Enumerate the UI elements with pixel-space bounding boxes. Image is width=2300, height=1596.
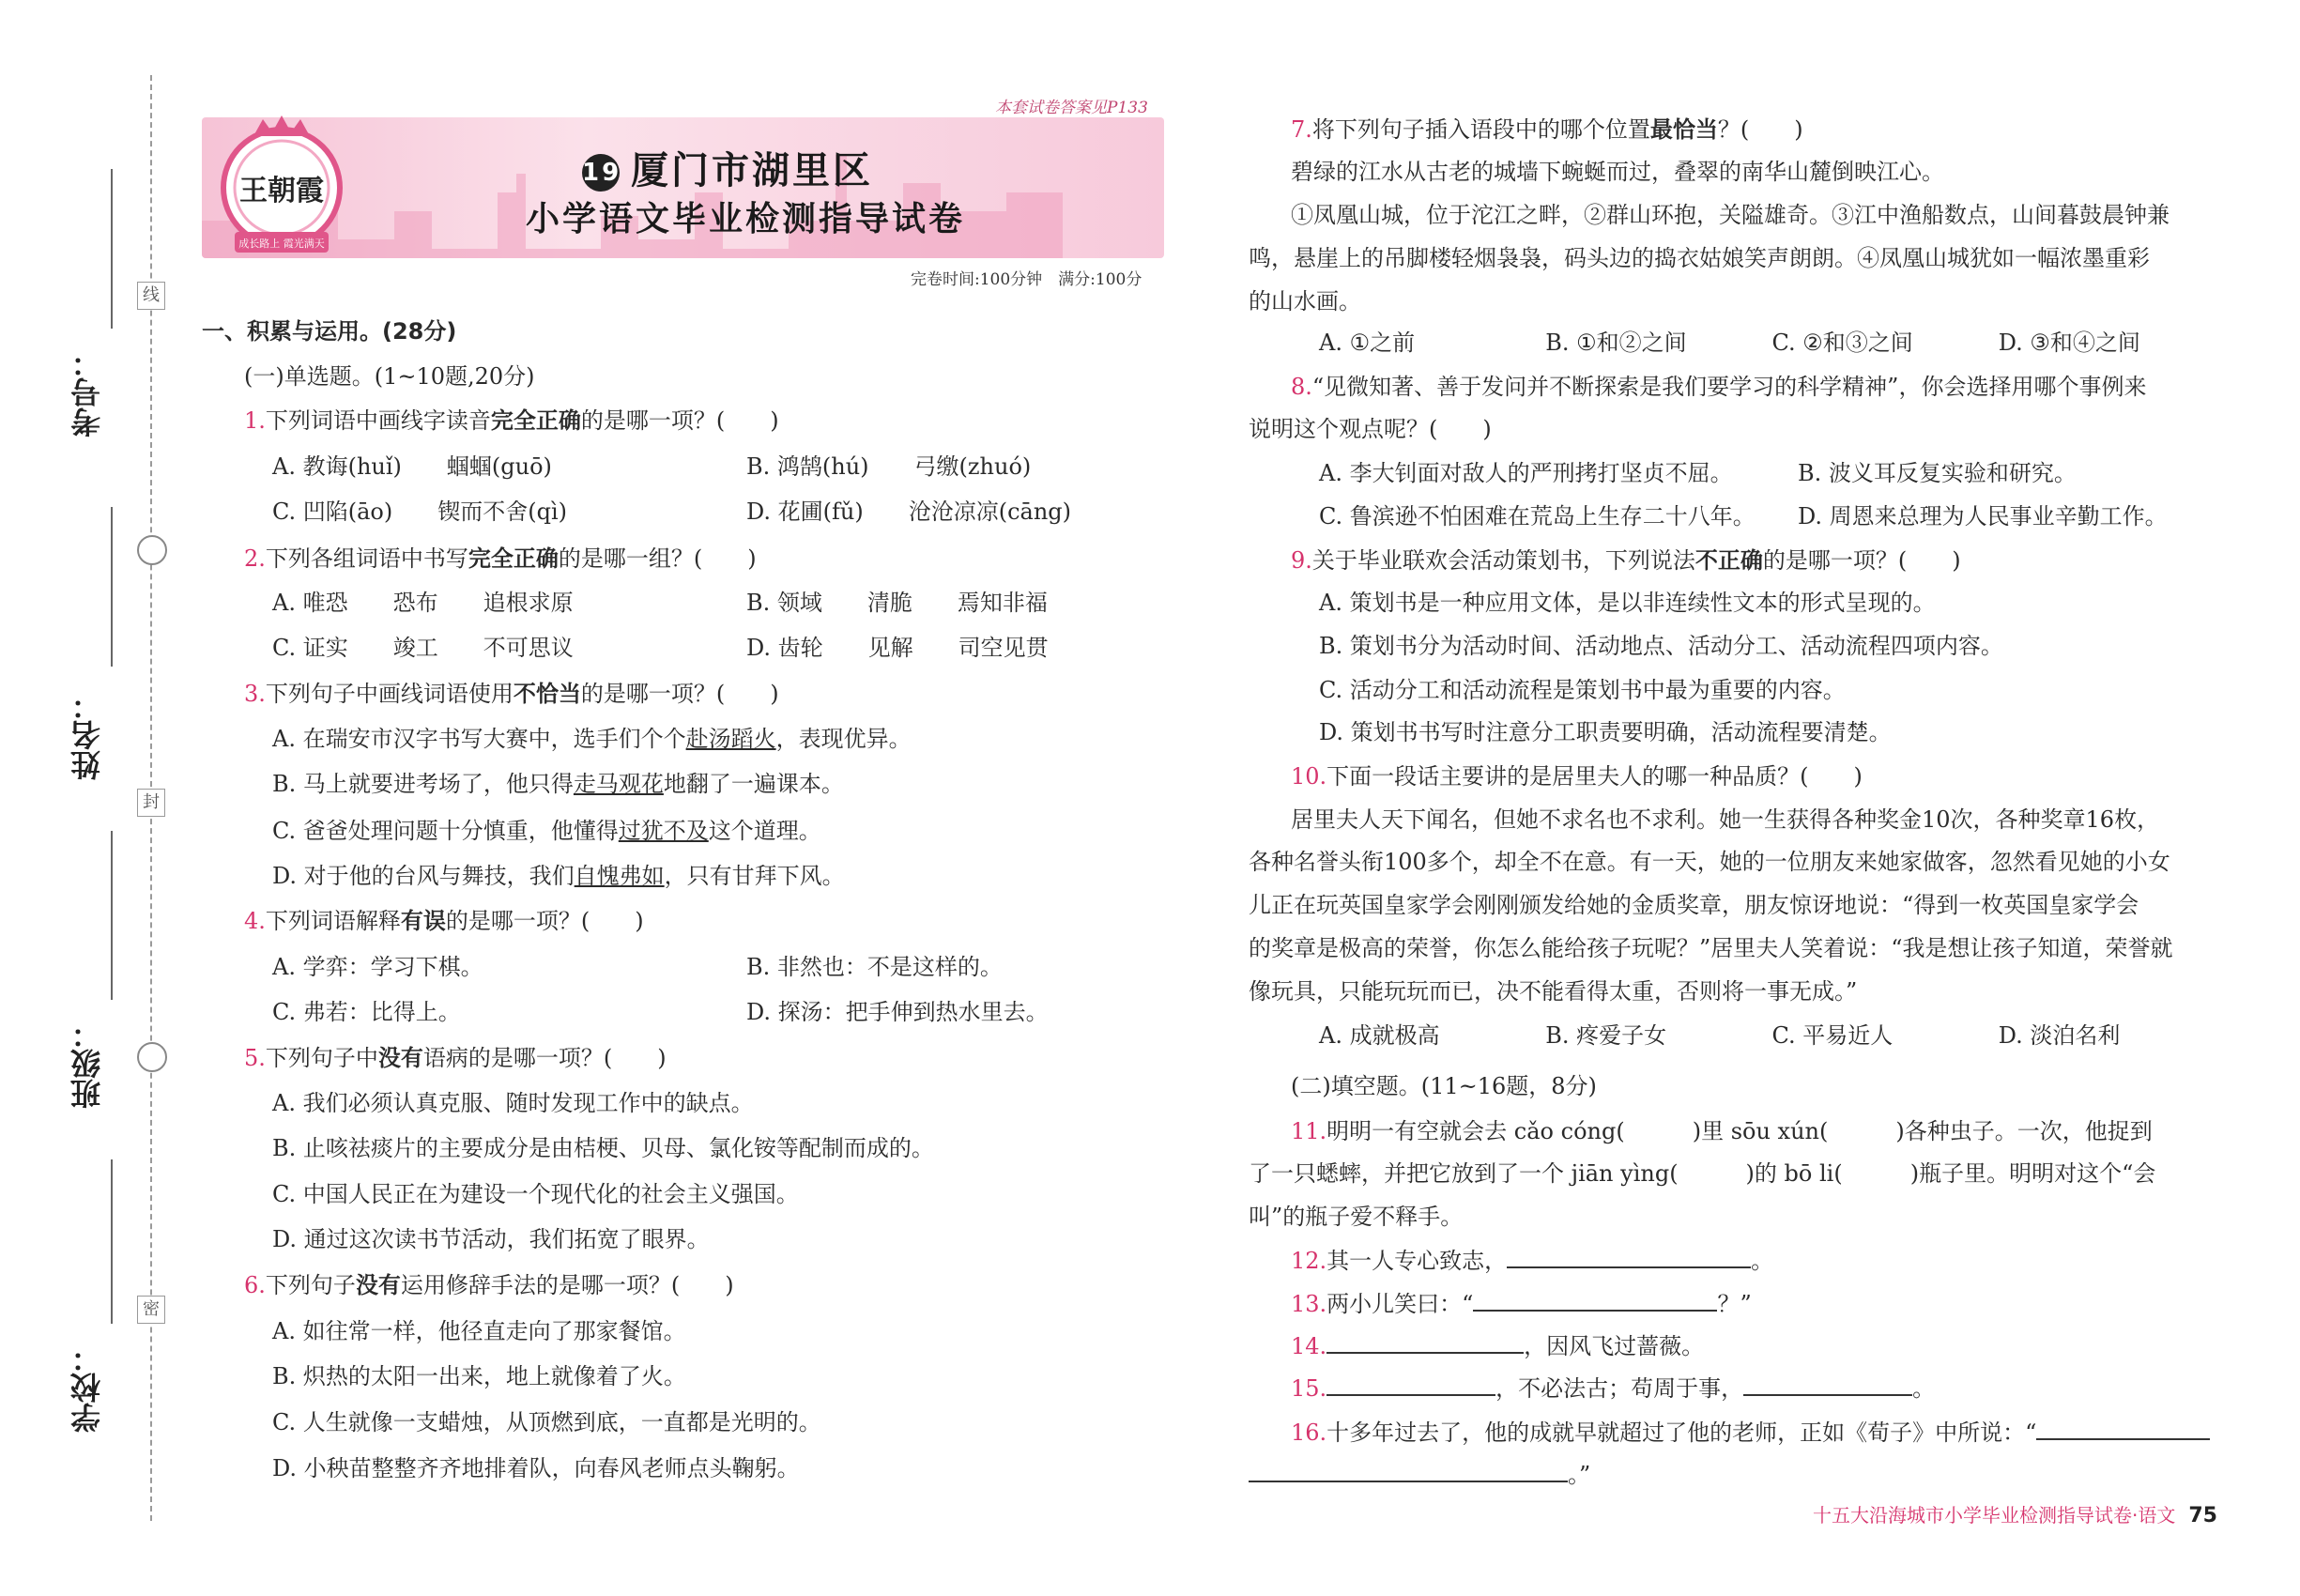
option: A. 教诲(huǐ) 蝈蝈(guō)	[272, 453, 552, 480]
option: C. 平易近人	[1771, 1022, 1894, 1049]
option-line	[272, 1134, 934, 1162]
option: A. ①之前	[1319, 330, 1416, 356]
option-line	[272, 1362, 686, 1390]
question-stem	[1291, 115, 1803, 144]
question-keyword: 没有	[355, 1271, 401, 1298]
question-text: 下列句子中	[265, 1045, 378, 1071]
option-text: C. 活动分工和活动流程是策划书中最为重要的内容。	[1319, 677, 1846, 703]
option-text: B. 炽热的太阳一出来，地上就像着了火。	[272, 1363, 686, 1389]
passage-line: 叫”的瓶子爱不释手。	[1249, 1204, 1464, 1230]
option-line	[272, 1180, 799, 1208]
passage-line: 的山水画。	[1249, 288, 1361, 315]
fill-blank-line	[1291, 1373, 1935, 1403]
option: C. 鲁滨逊不怕困难在荒岛上生存二十八年。	[1319, 503, 1756, 529]
subsection-heading: (二)填空题。(11~16题，8分)	[1291, 1073, 1597, 1099]
logo-badge: 成长路上 霞光满天	[238, 238, 325, 250]
question-text: 。”	[1568, 1462, 1591, 1488]
question-keyword: 没有	[377, 1044, 423, 1071]
passage-line: 了一只蟋蟀，并把它放到了一个 jiān yìng( )的 bō li( )瓶子里。明明对这个“会	[1249, 1160, 2156, 1187]
option: D. 花圃(fǔ) 沧沧凉凉(cāng)	[746, 499, 1072, 525]
answer-blank[interactable]	[1326, 1331, 1524, 1354]
question-stem	[244, 1044, 667, 1072]
option-line	[272, 817, 821, 845]
passage-line: 各种名誉头衔100多个，却全不在意。有一天，她的一位朋友来她家做客，忽然看见她的小女	[1249, 849, 2170, 875]
underlined-word: 自愧弗如	[574, 863, 665, 889]
school-label: 学校：	[69, 1343, 105, 1433]
question-number: 7.	[1291, 116, 1312, 143]
passage-line: 鸣，悬崖上的吊脚楼轻烟袅袅，码头边的捣衣姑娘笑声朗朗。④凤凰山城犹如一幅浓墨重彩	[1249, 245, 2150, 271]
option-line	[1319, 632, 2003, 660]
question-number: 13.	[1291, 1291, 1327, 1317]
option-text: B. 马上就要进考场了，他只得	[272, 771, 574, 797]
question-keyword: 最恰当	[1649, 115, 1718, 143]
option-text: ，只有甘拜下风。	[664, 863, 845, 889]
class-line[interactable]	[111, 831, 113, 1000]
exam-meta: 完卷时间:100分钟 满分:100分	[911, 270, 1142, 289]
question-text: 下面一段话主要讲的是居里夫人的哪一种品质？( )	[1326, 763, 1863, 790]
seal-char-line: 线	[137, 282, 165, 310]
question-text: 下列句子	[265, 1272, 356, 1298]
option: C. ②和③之间	[1771, 330, 1913, 356]
exam-subtitle: 小学语文毕业检测指导试卷	[526, 200, 966, 238]
question-text: 。	[1751, 1248, 1774, 1274]
option: D. 周恩来总理为人民事业辛勤工作。	[1798, 503, 2168, 529]
exam-number-line[interactable]	[111, 169, 113, 329]
answer-blank[interactable]	[1743, 1373, 1912, 1396]
option-text: D. 策划书书写时注意分工职责要明确，活动流程要清楚。	[1319, 719, 1892, 745]
option: A. 学弈：学习下棋。	[272, 954, 483, 980]
option: A. 李大钊面对敌人的严刑拷打坚贞不屈。	[1319, 460, 1733, 486]
option: D. 齿轮 见解 司空见贯	[746, 635, 1049, 661]
option-line	[272, 1225, 710, 1253]
question-stem	[1291, 373, 2146, 401]
question-text: ？”	[1717, 1291, 1752, 1317]
question-number: 9.	[1291, 547, 1312, 574]
answer-blank[interactable]	[1326, 1373, 1495, 1396]
question-number: 14.	[1291, 1333, 1327, 1359]
question-keyword: 不恰当	[513, 680, 581, 707]
option: B. 疼爱子女	[1545, 1022, 1667, 1049]
subsection-heading: (一)单选题。(1~10题,20分)	[244, 363, 535, 390]
option-text: B. 策划书分为活动时间、活动地点、活动分工、活动流程四项内容。	[1319, 633, 2003, 659]
option: B. 鸿鹄(hú) 弓缴(zhuó)	[746, 453, 1032, 480]
question-keyword: 有误	[400, 907, 446, 934]
logo-text: 王朝霞	[239, 175, 324, 207]
page-number: 75	[2188, 1504, 2217, 1527]
question-text: 下列各组词语中书写	[265, 545, 468, 572]
option-line	[272, 1454, 800, 1482]
question-text: 十多年过去了，他的成就早就超过了他的老师，正如《荀子》中所说：“	[1326, 1420, 2037, 1446]
answer-blank[interactable]	[2036, 1418, 2210, 1440]
option-line	[272, 862, 845, 890]
question-stem	[244, 1271, 734, 1299]
option-text: A. 如往常一样，他径直走向了那家餐馆。	[272, 1318, 686, 1344]
question-text: “见微知著、善于发问并不断探索是我们要学习的科学精神”，你会选择用哪个事例来	[1311, 374, 2147, 400]
option-text: B. 止咳祛痰片的主要成分是由桔梗、贝母、氯化铵等配制而成的。	[272, 1135, 934, 1161]
question-stem	[244, 545, 757, 573]
option-text: C. 人生就像一支蜡烛，从顶燃到底，一直都是光明的。	[272, 1409, 821, 1435]
fill-blank-line	[1291, 1246, 1773, 1275]
question-text: 的是哪一项？( )	[580, 681, 779, 707]
question-number: 5.	[244, 1045, 266, 1071]
option-text: D. 对于他的台风与舞技，我们	[272, 863, 575, 889]
passage-line: 碧绿的江水从古老的城墙下蜿蜒而过，叠翠的南华山麓倒映江心。	[1291, 159, 1944, 185]
option-line	[1319, 718, 1892, 746]
underlined-word: 赴汤蹈火	[685, 726, 776, 752]
option: B. ①和②之间	[1545, 330, 1687, 356]
question-text: 明明一有空就会去 cǎo cóng( )里 sōu xún( )各种虫子。一次，他捉到	[1326, 1118, 2153, 1144]
question-stem	[244, 680, 779, 708]
option: C. 弗若：比得上。	[272, 999, 461, 1025]
question-keyword: 完全正确	[468, 545, 559, 572]
option-line	[272, 725, 912, 753]
seal-icon	[137, 1042, 167, 1072]
option: B. 领域 清脆 焉知非福	[746, 590, 1048, 616]
question-text: 的是哪一组？( )	[558, 545, 757, 572]
option-text: D. 小秧苗整整齐齐地排着队，向春风老师点头鞠躬。	[272, 1455, 800, 1481]
passage-line: 居里夫人天下闻名，但她不求名也不求利。她一生获得各种奖金10次，各种奖章16枚，	[1291, 806, 2160, 833]
question-number: 15.	[1291, 1375, 1327, 1402]
option: B. 波义耳反复实验和研究。	[1798, 460, 2077, 486]
question-keyword: 不正确	[1694, 546, 1763, 574]
question-text: 运用修辞手法的是哪一项？( )	[400, 1272, 734, 1298]
option-line	[272, 1408, 821, 1436]
question-number: 4.	[244, 908, 266, 934]
option: D. ③和④之间	[1998, 330, 2140, 356]
question-text: 下列句子中画线词语使用	[265, 681, 514, 707]
option: C. 证实 竣工 不可思议	[272, 635, 574, 661]
question-text: 将下列句子插入语段中的哪个位置	[1311, 116, 1650, 143]
question-number: 2.	[244, 545, 266, 572]
option: B. 非然也：不是这样的。	[746, 954, 1003, 980]
question-text: 的是哪一项？( )	[580, 407, 779, 434]
question-text: ？( )	[1717, 116, 1803, 143]
option-text: C. 爸爸处理问题十分慎重，他懂得	[272, 818, 619, 844]
question-text: 。	[1912, 1375, 1936, 1402]
answer-blank[interactable]	[1507, 1246, 1751, 1268]
seal-char-seal: 封	[137, 789, 165, 817]
question-number: 3.	[244, 681, 266, 707]
passage-line: 像玩具，只能玩玩而已，决不能看得太重，否则将一事无成。”	[1249, 978, 1858, 1005]
brand-logo	[211, 108, 352, 268]
option-line	[1319, 589, 1936, 617]
question-text: 下列词语中画线字读音	[265, 407, 491, 434]
option: D. 淡泊名利	[1998, 1022, 2121, 1049]
question-text: ，不必法古；苟周于事，	[1495, 1375, 1744, 1402]
option: C. 凹陷(āo) 锲而不舍(qì)	[272, 499, 568, 525]
seal-char-secret: 密	[137, 1296, 165, 1324]
fill-blank-line	[1291, 1331, 1704, 1360]
class-label: 班级：	[69, 1019, 105, 1109]
fill-blank-line	[1291, 1418, 2210, 1447]
question-number: 11.	[1291, 1118, 1327, 1144]
question-stem	[1291, 546, 1961, 575]
option: A. 唯恐 恐布 追根求原	[272, 590, 574, 616]
option-text: 地翻了一遍课本。	[663, 771, 844, 797]
question-text: 下列词语解释	[265, 908, 401, 934]
question-stem	[1291, 1117, 2153, 1145]
question-stem	[244, 907, 644, 935]
option-text: C. 中国人民正在为建设一个现代化的社会主义强国。	[272, 1181, 799, 1207]
passage-line: 儿正在玩英国皇家学会刚刚颁发给她的金质奖章，朋友惊讶地说：“得到一枚英国皇家学会	[1249, 892, 2139, 918]
fill-blank-line	[1249, 1460, 1590, 1489]
underlined-word: 走马观花	[573, 771, 664, 797]
name-label: 姓名：	[69, 690, 105, 780]
footer: 十五大沿海城市小学毕业检测指导试卷·语文 75	[1813, 1504, 2217, 1527]
answer-blank[interactable]	[1473, 1289, 1717, 1312]
question-text: 其一人专心致志，	[1326, 1248, 1508, 1274]
question-stem	[1291, 762, 1863, 790]
exam-title: 19 厦门市湖里区	[582, 149, 873, 192]
question-number: 10.	[1291, 763, 1327, 790]
answer-blank[interactable]	[1249, 1460, 1568, 1482]
question-keyword: 完全正确	[490, 407, 581, 434]
exam-number-label: 考号：	[69, 347, 105, 437]
fill-blank-line	[1291, 1289, 1752, 1318]
question-text: 的是哪一项？( )	[445, 908, 644, 934]
option-text: ，表现优异。	[775, 726, 912, 752]
option-line	[272, 1089, 754, 1117]
question-text: 语病的是哪一项？( )	[422, 1045, 667, 1071]
school-line[interactable]	[111, 1159, 113, 1324]
option-text: A. 我们必须认真克服、随时发现工作中的缺点。	[272, 1090, 754, 1116]
underlined-word: 过犹不及	[618, 818, 709, 844]
question-text: 关于毕业联欢会活动策划书，下列说法	[1311, 547, 1695, 574]
question-text: ，因风飞过蔷薇。	[1524, 1333, 1705, 1359]
question-number: 16.	[1291, 1420, 1327, 1446]
name-line[interactable]	[111, 507, 113, 667]
passage-line: 说明这个观点呢？( )	[1249, 416, 1492, 442]
question-text: 两小儿笑曰：“	[1326, 1291, 1474, 1317]
option-line	[272, 770, 844, 798]
exam-number-badge: 19	[582, 154, 620, 192]
section-heading: 一、积累与运用。(28分)	[202, 318, 457, 345]
option: D. 探汤：把手伸到热水里去。	[746, 999, 1049, 1025]
answer-note: 本套试卷答案见P133	[995, 99, 1148, 117]
question-number: 1.	[244, 407, 266, 434]
option-text: 这个道理。	[708, 818, 821, 844]
question-text: 的是哪一项？( )	[1762, 547, 1961, 574]
option-text: A. 策划书是一种应用文体，是以非连续性文本的形式呈现的。	[1319, 590, 1936, 616]
question-stem	[244, 407, 779, 435]
question-number: 12.	[1291, 1248, 1327, 1274]
binding-strip	[0, 0, 178, 1596]
option-line	[1319, 676, 1846, 704]
seal-icon	[137, 535, 167, 565]
question-number: 8.	[1291, 374, 1312, 400]
passage-line: 的奖章是极高的荣誉，你怎么能给孩子玩呢？”居里夫人笑着说：“我是想让孩子知道，荣誉就	[1249, 935, 2173, 961]
option: A. 成就极高	[1319, 1022, 1440, 1049]
option-text: A. 在瑞安市汉字书写大赛中，选手们个个	[272, 726, 686, 752]
option-text: D. 通过这次读书节活动，我们拓宽了眼界。	[272, 1226, 710, 1252]
passage-line: ①凤凰山城，位于沱江之畔，②群山环抱，关隘雄奇。③江中渔船数点，山间暮鼓晨钟兼	[1291, 202, 2170, 228]
option-line	[272, 1317, 686, 1345]
question-number: 6.	[244, 1272, 266, 1298]
